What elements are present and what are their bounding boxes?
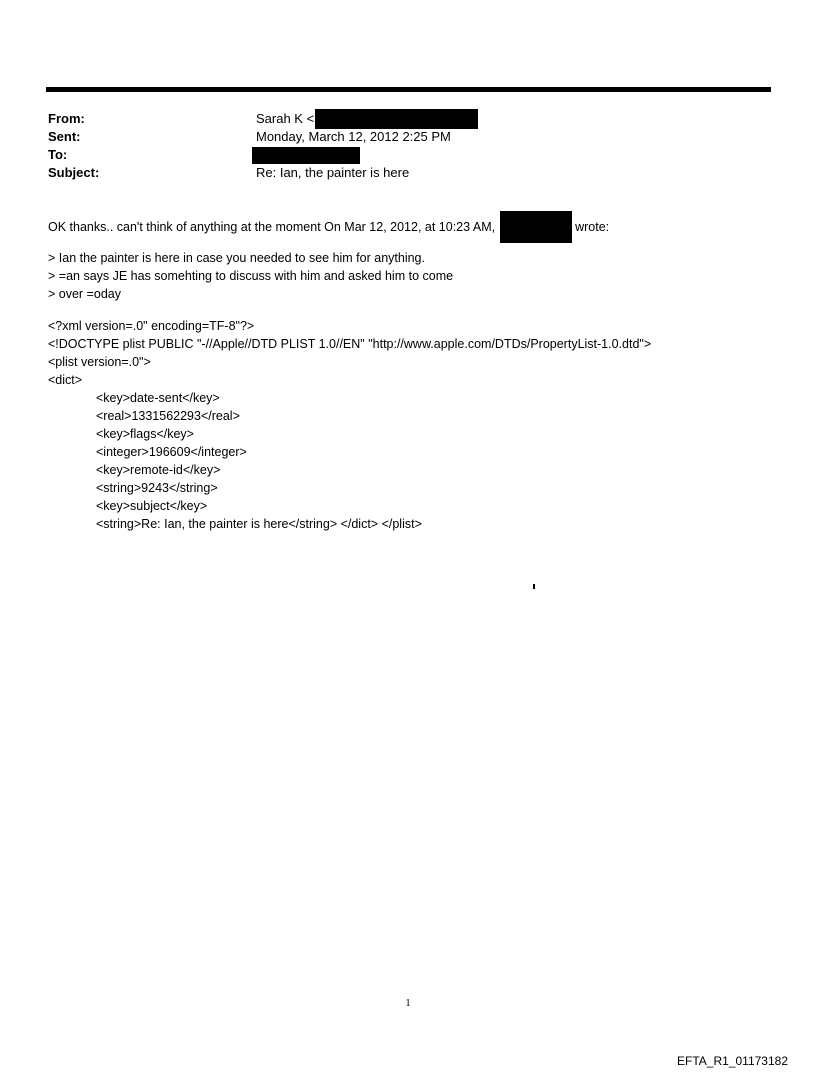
subject-label: Subject: <box>48 165 100 180</box>
xml-line-indented: <string>Re: Ian, the painter is here</string> </dict> </plist> <box>96 517 422 531</box>
to-label: To: <box>48 147 68 162</box>
redaction-block <box>500 211 572 243</box>
sent-value: Monday, March 12, 2012 2:25 PM <box>256 129 451 144</box>
xml-line-indented: <key>date-sent</key> <box>96 391 220 405</box>
xml-line-indented: <integer>196609</integer> <box>96 445 247 459</box>
subject-row <box>48 164 748 182</box>
from-label: From: <box>48 111 85 126</box>
email-body <box>48 215 768 533</box>
to-row <box>48 146 748 164</box>
sent-row <box>48 128 748 146</box>
xml-line-indented: <key>remote-id</key> <box>96 463 221 477</box>
xml-line: <plist version=.0"> <box>48 355 151 369</box>
xml-line-indented: <key>subject</key> <box>96 499 208 513</box>
xml-line: <!DOCTYPE plist PUBLIC "-//Apple//DTD PLIST 1.0//EN" "http://www.apple.com/DTDs/PropertyList-1.0.dtd"> <box>48 337 652 351</box>
email-header <box>48 110 748 182</box>
xml-line-indented: <key>flags</key> <box>96 427 194 441</box>
intro-text: OK thanks.. can't think of anything at the moment On Mar 12, 2012, at 10:23 AM, <box>48 220 496 234</box>
page-number: 1 <box>405 997 411 1009</box>
redaction-block <box>252 147 360 164</box>
stray-mark <box>533 584 535 589</box>
xml-line: <dict> <box>48 373 83 387</box>
xml-line: <?xml version=.0" encoding=TF-8"?> <box>48 319 255 333</box>
intro-wrote: wrote: <box>575 220 610 234</box>
from-row <box>48 110 748 128</box>
xml-line-indented: <string>9243</string> <box>96 481 218 495</box>
xml-line-indented: <real>1331562293</real> <box>96 409 240 423</box>
quoted-line: > over =oday <box>48 287 121 301</box>
document-id: EFTA_R1_01173182 <box>677 1054 788 1068</box>
quoted-line: > =an says JE has somehting to discuss with him and asked him to come <box>48 269 454 283</box>
sent-label: Sent: <box>48 129 81 144</box>
subject-value: Re: Ian, the painter is here <box>256 165 410 180</box>
header-rule <box>46 87 771 92</box>
intro-line <box>48 215 768 239</box>
quoted-line: > Ian the painter is here in case you needed to see him for anything. <box>48 251 425 265</box>
redaction-block <box>315 109 478 129</box>
from-value: Sarah K < <box>256 111 315 126</box>
